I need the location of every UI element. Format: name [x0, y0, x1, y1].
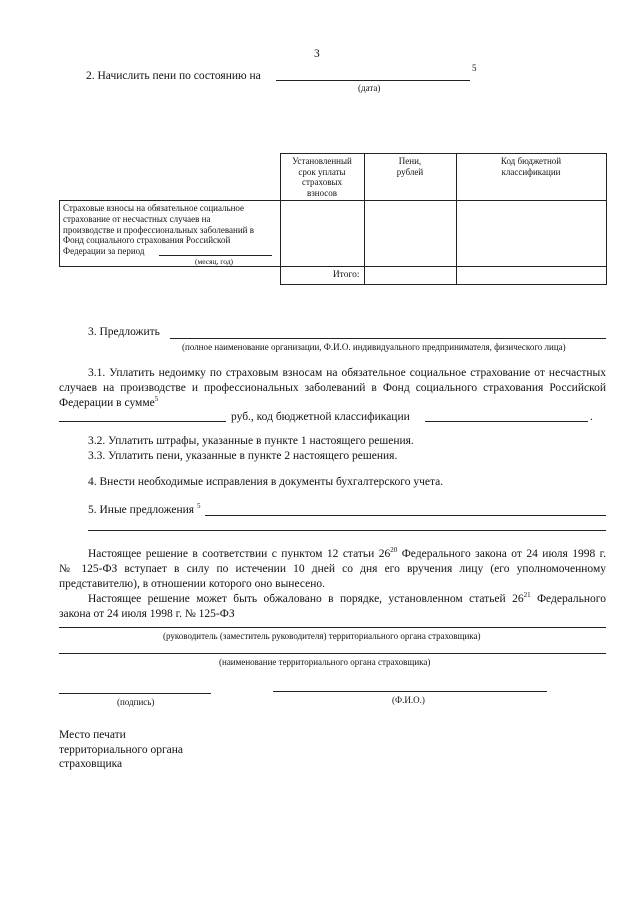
item3-1-end: . [590, 411, 593, 423]
head-caption: (руководитель (заместитель руководителя) территориального органа страховщика) [163, 631, 481, 641]
header-penalty-line: Пени, [398, 156, 422, 166]
row-insurance-label [60, 201, 281, 267]
item3-2: 3.2. Уплатить штрафы, указанные в пункте 1 настоящего решения. [88, 435, 414, 447]
budget-code-line[interactable] [425, 421, 588, 422]
stamp-place [59, 728, 183, 772]
row-label-line: производстве и профессиональных заболеваний в [63, 224, 254, 235]
item3-1-line2: случаев на производстве и профессиональных заболеваний в Фонд социального страхования Российской [59, 382, 606, 394]
stamp-line: Место печати [59, 729, 126, 741]
item2-footnote: 5 [472, 63, 477, 73]
item3-1-footnote: 5 [154, 395, 159, 404]
item3-recipient-line[interactable] [170, 338, 606, 339]
page-number: 3 [314, 48, 320, 60]
item3-label: 3. Предложить [88, 326, 160, 338]
header-deadline-line: срок уплаты [298, 166, 346, 177]
item3-3: 3.3. Уплатить пени, указанные в пункте 2 настоящего решения. [88, 450, 398, 462]
total-penalty-cell[interactable] [364, 267, 456, 285]
decision-p1-text: Настоящее решение в соответствии с пунктом 12 статьи 26 [88, 548, 391, 560]
org-line[interactable] [59, 653, 606, 654]
item5-footnote: 5 [196, 502, 201, 511]
header-deadline-line: страховых [302, 177, 342, 187]
sum-line[interactable] [59, 421, 226, 422]
head-line[interactable] [59, 627, 606, 628]
fio-line[interactable] [273, 691, 547, 692]
table-empty-corner [60, 154, 281, 201]
total-label-cell [280, 267, 364, 285]
decision-p1-text-rest: Федерального закона от 24 июля 1998 г. [397, 548, 606, 560]
item2-date-caption: (дата) [358, 83, 381, 93]
decision-p1-sup: 20 [390, 546, 398, 555]
header-budget-code [456, 154, 606, 201]
period-caption: (месяц, год) [195, 256, 234, 266]
header-penalty-line: рублей [396, 166, 424, 177]
decision-p2-sup: 21 [523, 591, 531, 600]
header-budget-code-line: Код бюджетной [500, 156, 562, 166]
period-line[interactable] [159, 255, 272, 256]
item5-label [88, 503, 200, 517]
fio-caption: (Ф.И.О.) [392, 695, 425, 705]
signature-caption: (подпись) [117, 697, 155, 707]
org-caption: (наименование территориального органа страховщика) [219, 657, 431, 667]
item4: 4. Внести необходимые исправления в документы бухгалтерского учета. [88, 476, 444, 488]
row-label-line: страхование от несчастных случаев на [63, 213, 211, 224]
item5-line1[interactable] [205, 515, 606, 516]
item2-date-line[interactable] [276, 80, 470, 81]
decision-p1-line1 [88, 547, 606, 561]
total-label: Итого: [332, 270, 360, 280]
header-deadline [280, 154, 364, 201]
penalty-table [59, 153, 607, 285]
item3-1-line1: 3.1. Уплатить недоимку по страховым взносам на обязательное социальное страхование от несчастных [88, 367, 606, 379]
decision-p2-text: Настоящее решение может быть обжаловано в порядке, установленном статьей 26 [88, 593, 524, 605]
decision-p2-line2: закона от 24 июля 1998 г. № 125-ФЗ [59, 608, 235, 620]
item3-1-line3-text: Федерации в сумме [59, 397, 155, 409]
header-penalty [364, 154, 456, 201]
row-label-line: Федерации за период [63, 246, 145, 257]
header-deadline-line: Установленный [292, 156, 352, 166]
item3-1-line3 [59, 396, 158, 410]
item5-label-text: 5. Иные предложения [88, 504, 195, 516]
stamp-line: страховщика [59, 758, 123, 770]
cell-deadline[interactable] [280, 201, 364, 267]
total-budget-code-cell[interactable] [456, 267, 606, 285]
row-label-line: Страховые взносы на обязательное социальное [63, 203, 245, 213]
item2-label: 2. Начислить пени по состоянию на [86, 70, 261, 82]
row-label-line: Фонд социального страхования Российской [63, 235, 231, 246]
item3-1-rub-text: руб., код бюджетной классификации [231, 411, 410, 423]
header-deadline-line: взносов [306, 187, 338, 198]
decision-p2-line1 [88, 592, 606, 606]
signature-line[interactable] [59, 693, 211, 694]
cell-penalty[interactable] [364, 201, 456, 267]
item3-caption: (полное наименование организации, Ф.И.О. индивидуального предпринимателя, физического лица) [182, 342, 566, 352]
decision-p1-line2: № 125-ФЗ вступает в силу по истечении 10 дней со дня его вручения лицу (его уполномоченному [59, 563, 606, 575]
decision-p1-line3: представителю), в отношении которого оно вынесено. [59, 578, 325, 590]
table-empty-bottom [60, 267, 281, 285]
item5-line2[interactable] [88, 530, 606, 531]
cell-budget-code[interactable] [456, 201, 606, 267]
decision-p2-text-rest: Федерального [530, 593, 606, 605]
header-budget-code-line: классификации [501, 166, 561, 177]
stamp-line: территориального органа [59, 743, 184, 756]
